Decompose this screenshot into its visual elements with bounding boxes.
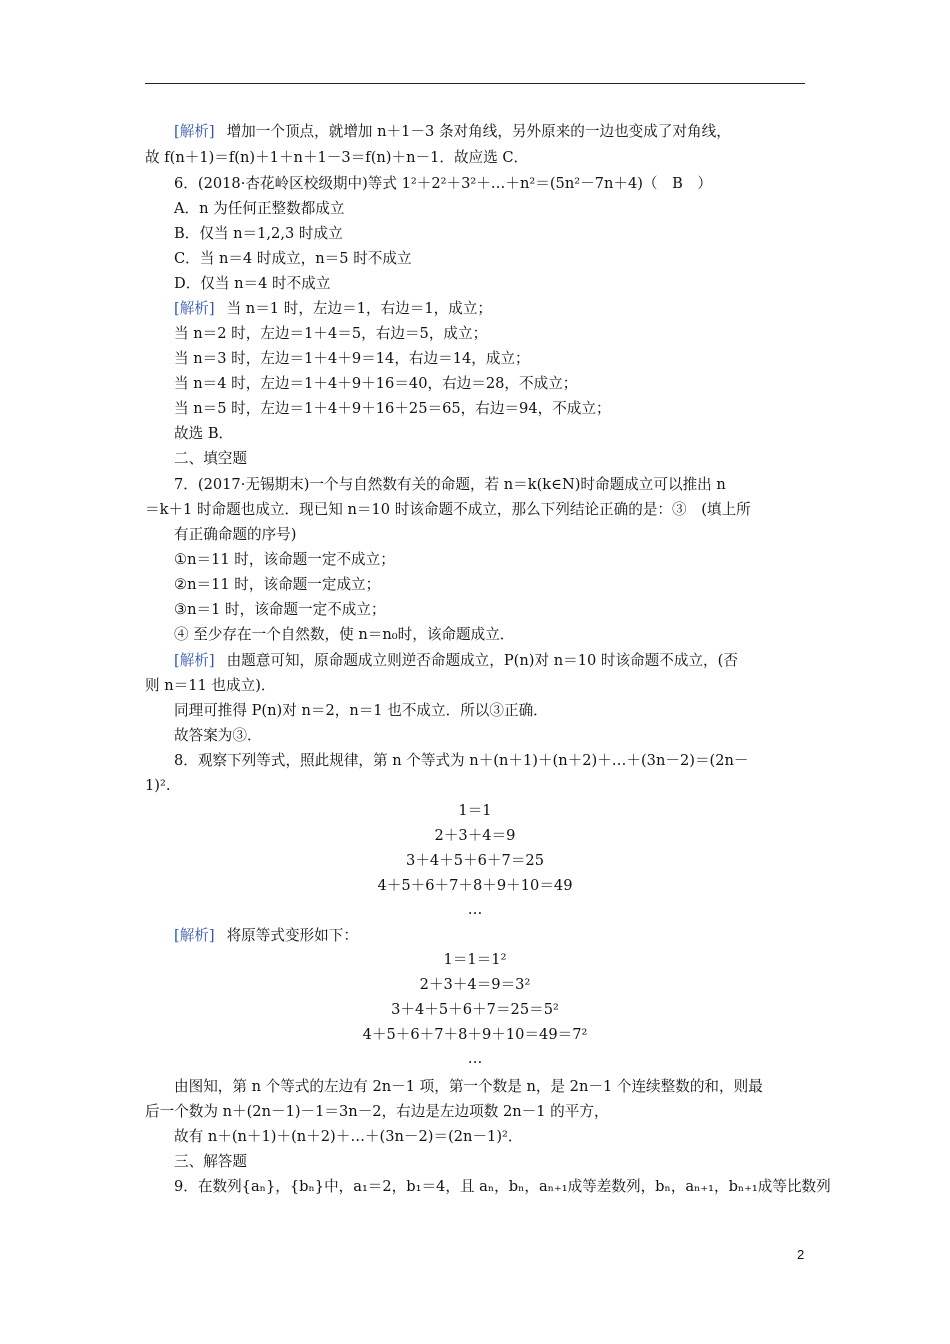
line-text: D．仅当 n＝4 时不成立 xyxy=(174,275,331,292)
line-text: ④ 至少存在一个自然数，使 n＝n₀时，该命题成立． xyxy=(174,626,515,643)
line-text: 当 n＝1 时，左边＝1，右边＝1，成立； xyxy=(226,300,493,317)
body-line-l17 xyxy=(174,525,296,545)
body-line-l18 xyxy=(174,550,395,570)
line-text: 8．观察下列等式，照此规律，第 n 个等式为 n＋(n＋1)＋(n＋2)＋…＋(3n－2)＝(2n－ xyxy=(174,752,749,769)
line-text: ①n＝11 时，该命题一定不成立； xyxy=(174,551,395,568)
equation-line-c7 xyxy=(0,975,950,995)
line-text: 6．(2018·杏花岭区校级期中)等式 1²＋2²＋3²＋…＋n²＝(5n²－7n＋4)（ B ） xyxy=(174,175,713,192)
line-text: 则 n＝11 也成立)． xyxy=(145,677,276,694)
equation-line-c1 xyxy=(0,801,950,821)
line-text: 2＋3＋4＝9 xyxy=(434,827,516,844)
equation-line-c10 xyxy=(0,1049,950,1069)
body-line-l14 xyxy=(174,449,247,469)
line-text: … xyxy=(467,901,483,918)
body-line-l29 xyxy=(145,1102,609,1122)
line-text: B．仅当 n＝1,2,3 时成立 xyxy=(174,225,343,242)
line-text: ②n＝11 时，该命题一定成立； xyxy=(174,576,381,593)
line-text: 当 n＝5 时，左边＝1＋4＋9＋16＋25＝65，右边＝94，不成立； xyxy=(174,400,611,417)
line-text: … xyxy=(467,1050,483,1067)
body-line-l28 xyxy=(174,1077,763,1097)
equation-line-c3 xyxy=(0,851,950,871)
line-text: 有正确命题的序号) xyxy=(174,526,297,543)
body-line-l19 xyxy=(174,575,380,595)
line-text: 同理可推得 P(n)对 n＝2，n＝1 也不成立．所以③正确． xyxy=(174,702,548,719)
analysis-tag: [解析] xyxy=(174,927,215,944)
line-text: 当 n＝4 时，左边＝1＋4＋9＋16＝40，右边＝28，不成立； xyxy=(174,375,578,392)
body-line-l31 xyxy=(174,1152,247,1172)
body-line-l27 xyxy=(145,776,170,796)
line-text: 增加一个顶点，就增加 n＋1－3 条对角线，另外原来的一边也变成了对角线， xyxy=(226,123,731,140)
line-text: 故有 n＋(n＋1)＋(n＋2)＋…＋(3n－2)＝(2n－1)²． xyxy=(174,1128,523,1145)
body-line-l26 xyxy=(174,751,749,771)
body-line-l25 xyxy=(174,726,262,746)
line-text: 将原等式变形如下： xyxy=(226,927,358,944)
line-text: 二、填空题 xyxy=(174,450,247,467)
line-text: 1＝1 xyxy=(458,802,492,819)
body-line-l22 xyxy=(174,651,738,671)
line-text: 故选 B． xyxy=(174,425,234,442)
body-line-transform xyxy=(174,926,358,946)
body-line-l4 xyxy=(174,199,345,219)
page-number: 2 xyxy=(797,1247,805,1262)
line-text: 7．(2017·无锡期末)一个与自然数有关的命题，若 n＝k(k∈N)时命题成立可以推出 n xyxy=(174,476,726,493)
header-rule xyxy=(145,83,805,84)
body-line-l12 xyxy=(174,399,611,419)
line-text: A．n 为任何正整数都成立 xyxy=(174,200,345,217)
body-line-l10 xyxy=(174,349,530,369)
line-text: C．当 n＝4 时成立，n＝5 时不成立 xyxy=(174,250,412,267)
body-line-l1 xyxy=(174,122,731,142)
body-line-l30 xyxy=(174,1127,522,1147)
analysis-tag: [解析] xyxy=(174,300,215,317)
line-text: ③n＝1 时，该命题一定不成立； xyxy=(174,601,386,618)
body-line-l6 xyxy=(174,249,412,269)
equation-line-c4 xyxy=(0,876,950,896)
body-line-l32 xyxy=(174,1177,831,1197)
body-line-l24 xyxy=(174,701,548,721)
body-line-l2 xyxy=(145,148,528,168)
line-text: 故 f(n＋1)＝f(n)＋1＋n＋1－3＝f(n)＋n－1．故应选 C． xyxy=(145,149,529,166)
line-text: 3＋4＋5＋6＋7＝25＝5² xyxy=(391,1001,559,1018)
line-text: 当 n＝3 时，左边＝1＋4＋9＝14，右边＝14，成立； xyxy=(174,350,530,367)
body-line-l13 xyxy=(174,424,233,444)
line-text: 2＋3＋4＝9＝3² xyxy=(419,976,531,993)
body-line-l3 xyxy=(174,174,712,194)
line-text: 3＋4＋5＋6＋7＝25 xyxy=(406,852,544,869)
line-text: 1＝1＝1² xyxy=(443,951,507,968)
line-text: 4＋5＋6＋7＋8＋9＋10＝49＝7² xyxy=(362,1026,588,1043)
body-line-l20 xyxy=(174,600,386,620)
equation-line-c5 xyxy=(0,900,950,920)
equation-line-c9 xyxy=(0,1025,950,1045)
line-text: 故答案为③． xyxy=(174,727,262,744)
line-text: 4＋5＋6＋7＋8＋9＋10＝49 xyxy=(377,877,573,894)
body-line-l9 xyxy=(174,324,487,344)
line-text: 由图知，第 n 个等式的左边有 2n－1 项，第一个数是 n，是 2n－1 个连续整数的和，则最 xyxy=(174,1078,763,1095)
body-line-l16 xyxy=(145,500,751,520)
body-line-l15 xyxy=(174,475,726,495)
body-line-l21 xyxy=(174,625,514,645)
line-text: 后一个数为 n＋(2n－1)－1＝3n－2，右边是左边项数 2n－1 的平方， xyxy=(145,1103,609,1120)
line-text: 9．在数列{aₙ}，{bₙ}中，a₁＝2，b₁＝4，且 aₙ，bₙ，aₙ₊₁成等差数列，bₙ，aₙ₊₁，bₙ₊₁成等比数列 xyxy=(174,1178,831,1195)
body-line-l23 xyxy=(145,676,276,696)
line-text: 三、解答题 xyxy=(174,1153,247,1170)
body-line-l7 xyxy=(174,274,330,294)
line-text: 由题意可知，原命题成立则逆否命题成立，P(n)对 n＝10 时该命题不成立，(否 xyxy=(226,652,738,669)
line-text: 当 n＝2 时，左边＝1＋4＝5，右边＝5，成立； xyxy=(174,325,488,342)
equation-line-c8 xyxy=(0,1000,950,1020)
analysis-tag: [解析] xyxy=(174,123,215,140)
body-line-l11 xyxy=(174,374,577,394)
body-line-l5 xyxy=(174,224,343,244)
line-text: ＝k＋1 时命题也成立．现已知 n＝10 时该命题不成立，那么下列结论正确的是：③ (填上所 xyxy=(145,501,751,518)
equation-line-c2 xyxy=(0,826,950,846)
analysis-tag: [解析] xyxy=(174,652,215,669)
line-text: 1)². xyxy=(145,777,171,794)
equation-line-c6 xyxy=(0,950,950,970)
body-line-l8 xyxy=(174,299,492,319)
